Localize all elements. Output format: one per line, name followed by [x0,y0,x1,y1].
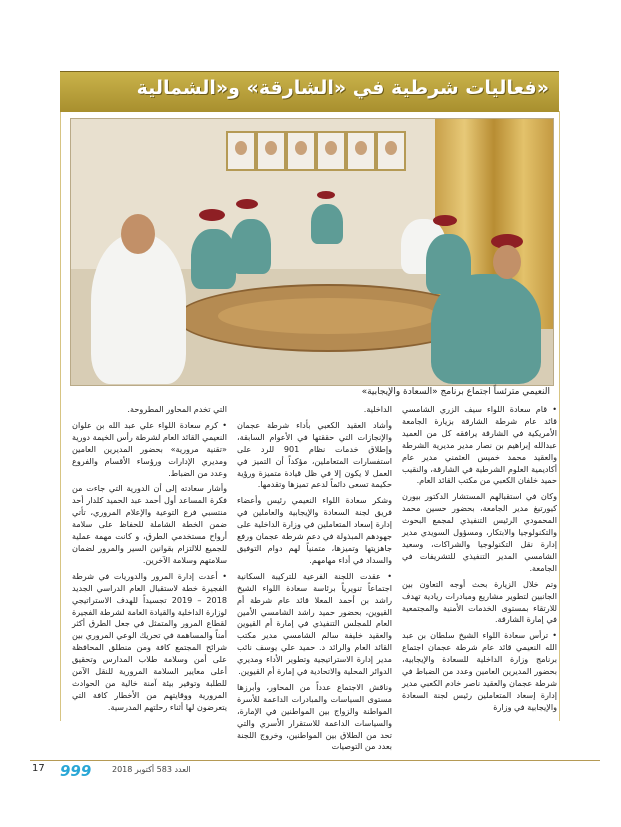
person-figure [191,229,236,289]
paragraph: وشكر سعادة اللواء النعيمي رئيس وأعضاء فريق لجنة السعادة والإيجابية والعاملين في إدارة إسعاد المتعاملين في وزارة الداخلية على جهودهم المبذولة في دعم شرطة عجمان ورفع جاهزيتها وتميزها، متمنياً لهم دوام التوفيق والسداد في أداء مهامهم. [237,495,392,565]
person-figure [91,234,186,384]
paragraph: • ترأس سعادة اللواء الشيخ سلطان بن عبد الله النعيمي قائد عام شرطة عجمان اجتماع برنامج وزارة الداخلية للسعادة والإيجابية، بحضور المديرين العامين وعدد من الضباط في شرطة عجمان والعقيد ناصر خادم الكعبي مدير إدارة إسعاد المتعاملين رئيس لجنة السعادة والإيجابية في وزارة [402,630,557,712]
paragraph: • عقدت اللجنة الفرعية للتركيبة السكانية اجتماعاً تنويرياً برئاسة سعادة اللواء الشيخ راشد بن أحمد المعلا قائد عام شرطة أم القيوين، بحضور حميد راشد الشامسي الأمين العام للمجلس التنفيذي في إمارة أم القيوين والعقيد خليفة سالم الشامسي مدير مكتب القائد العام والرائد د. حميد علي يوسف نائب مدير إدارة الاستراتيجية وتطوير الأداء ومديري الدوائر المحلية والاتحادية في إمارة أم القيوين. [237,570,392,677]
issue-info: العدد 583 أكتوبر 2018 [112,765,191,774]
paragraph: وأشاد العقيد الكعبي بأداء شرطة عجمان والإنجازات التي حققتها في الأعوام السابقة، وإطلاق خدمات نظام 901 للرد على استفسارات المتعاملين، مؤكداً أن التميز في العمل لا يكون إلا في ظل قيادة متميزة ورؤية حكيمة تسعى دائماً لدعم تميزها وتقدمها. [237,419,393,490]
paragraph: • أعدت إدارة المرور والدوريات في شرطة الفجيرة خطة لاستقبال العام الدراسي الجديد 2018 – 2019 تجسيداً للهدف الاستراتيجي لوزارة الداخلية والقيادة العامة لشرطة الفجيرة لقطاع المرور والمتمثل في جعل الطرق أكثر أمناً والمساهمة في تحريك الوعي المروري بين شرائح المجتمع كافة ومن منطلق المحافظة على أمن وسلامة طلاب المدارس وتحقيق أعلى معايير السلامة المرورية للنقل الآمن للطلبة وتوفير بيئة آمنة خالية من الحوادث المرورية ووقايتهم من الأخطار كافة التي يتعرضون لها أثناء رحلتهم المدرسية. [72,570,227,712]
portrait-frame [286,131,316,171]
article-column-left [72,404,227,722]
paragraph: • قام سعادة اللواء سيف الزري الشامسي قائد عام شرطة الشارقة بزيارة الجامعة الأمريكية في الشارقة يرافقه كل من العميد عبدالله إبراهيم بن نصار مدير مديرية الشرطة والعقيد محمد خميس العثمني مدير عام أكاديمية العلوم الشرطية في الشارقة، والنقيب حميد خلفان الكعبي من مكتب القائد العام. [402,404,557,486]
portrait-frame [316,131,346,171]
article-title-banner [60,71,559,112]
portrait-frame [226,131,256,171]
paragraph: التي تخدم المحاور المطروحة. [127,404,227,414]
left-rule [60,111,61,721]
paragraph: وكان في استقبالهم المستشار الدكتور بيورن كيورتيغ مدير الجامعة، بحضور حسين محمد المحمودي الرئيس التنفيذي لمجمع البحوث والتكنولوجيا والابتكار، ومسؤول السويدي مدير إدارة نقل التكنولوجيا والشراكات، وسعيد الشامسي المدير التنفيذي للتشريفات في الجامعة. [402,491,557,573]
paragraph: وناقش الاجتماع عدداً من المحاور، وأبرزها مستوى السياسات والمبادرات الداعمة للأسرة المواطنة والزواج بين المواطنين في الإمارة، والسياسات الداعمة للاستقرار الأسري والتي تحد من الطلاق بين المواطنين، وخروج اللجنة بعدد من التوصيات [237,681,392,752]
person-figure [231,219,271,274]
person-head [121,214,155,254]
person-head [493,245,521,279]
beret [433,215,457,226]
paragraph: وأشار سعادته إلى أن الدورية التي جاءت من فكرة المساعد أول أحمد عبد الحميد كلدار أحد منتسبي فرع التوعية والإعلام المروري، تأتي ضمن الخطة الشاملة للحفاظ على سلامة أرواح مستخدمي الطرق، و كانت مهمة عملية للجميع للالتزام بقوانين السير والمرور لضمان سلامتهم وسلامة الآخرين. [72,483,227,565]
magazine-logo: 999 [60,762,92,780]
article-title: «فعاليات شرطية في «الشارقة» و«الشمالية [136,77,549,99]
beret [199,209,225,221]
page-number: 17 [32,763,45,774]
person-figure [311,204,343,244]
article-column-right [402,404,557,722]
paragraph: وتم خلال الزيارة بحث أوجه التعاون بين الجانبين لتطوير مشاريع ومبادرات ريادية تهدف للارتقاء بمستوى الخدمات الأمنية والمجتمعية في إمارة الشارقة. [402,578,557,625]
paragraph: الداخلية. [363,404,392,414]
article-column-middle [237,404,393,752]
portrait-frame [256,131,286,171]
meeting-photo [70,118,554,386]
beret [317,191,335,199]
portrait-frame [376,131,406,171]
footer-divider [30,760,600,761]
beret [236,199,258,209]
person-figure [431,274,541,384]
portrait-frame [346,131,376,171]
paragraph: • كرم سعادة اللواء علي عبد الله بن علوان النعيمي القائد العام لشرطة رأس الخيمة دورية «تقنية مرورية» بحضور المديرين العامين ومديري الإدارات ورؤساء الأقسام والفروع وعدد من الضباط. [72,419,227,478]
photo-caption: النعيمي مترئساً اجتماع برنامج «السعادة والإيجابية» [361,387,550,397]
right-rule [559,111,560,721]
